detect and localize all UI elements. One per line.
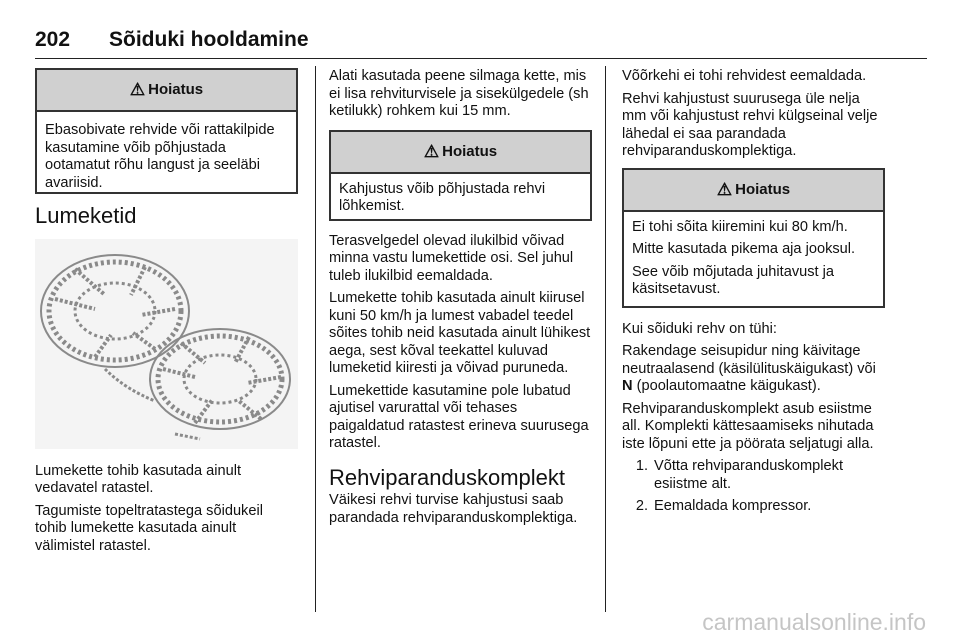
paragraph bbox=[622, 343, 885, 396]
paragraph: Väikesi rehvi turvise kahjustusi saab parandada rehviparanduskomplektiga. bbox=[329, 492, 578, 526]
paragraph: Terasvelgedel olevad ilukilbid võivad minna vastu lumekettide osi. Sel juhul tuleb ilukilbid eemaldada. bbox=[329, 232, 574, 284]
section-heading-lumeketid: Lumeketid bbox=[35, 203, 137, 228]
warning-box-2 bbox=[329, 130, 592, 221]
step-text: Võtta rehviparanduskomplekt esiistme alt. bbox=[654, 458, 844, 492]
paragraph: Lumekettide kasutamine pole lubatud ajutisel varurattal või tehases paigaldatud ratastest erineva suurusega ratastel. bbox=[329, 382, 589, 451]
snow-chains-figure bbox=[35, 239, 298, 449]
section-heading-rehviparanduskomplekt: Rehviparanduskomplekt bbox=[329, 464, 566, 490]
step-number: 2. bbox=[635, 498, 648, 514]
paragraph: Rehvi kahjustust suurusega üle nelja mm või kahjustust rehvi külgseinal velje lähedal ei saa parandada rehviparanduskomplektiga. bbox=[622, 90, 878, 159]
warning-line: See võib mõjutada juhitavust ja käsitsetavust. bbox=[632, 263, 835, 297]
warning-label: Hoiatus bbox=[148, 81, 204, 99]
warning-label: Hoiatus bbox=[735, 180, 791, 198]
snow-chains-illustration bbox=[35, 239, 298, 449]
step-number: 1. bbox=[635, 458, 648, 474]
steps-list bbox=[622, 458, 885, 516]
column-divider-1 bbox=[315, 66, 316, 612]
warning-box-3 bbox=[622, 168, 885, 308]
warning-line: Ei tohi sõita kiiremini kui 80 km/h. bbox=[632, 218, 848, 235]
column-divider-2 bbox=[605, 66, 606, 612]
list-item bbox=[622, 458, 885, 493]
warning-header bbox=[37, 70, 296, 112]
text-run: Rakendage seisupidur ning käivitage neutraalasend (käsilülituskäigukast) või bbox=[622, 343, 876, 377]
warning-header bbox=[331, 132, 590, 174]
page-title: Sõiduki hooldamine bbox=[109, 28, 309, 51]
warning-box-1 bbox=[35, 68, 298, 194]
step-text: Eemaldada kompressor. bbox=[654, 498, 812, 514]
paragraph: Kui sõiduki rehv on tühi: bbox=[622, 320, 777, 337]
bold-gear-letter: N bbox=[622, 378, 633, 394]
column-2 bbox=[329, 68, 592, 532]
list-item bbox=[622, 498, 885, 516]
warning-triangle-icon: ⚠ bbox=[716, 179, 733, 199]
warning-header bbox=[624, 170, 883, 212]
page-number: 202 bbox=[35, 28, 71, 51]
warning-text: Ebasobivate rehvide või rattakilpide kasutamine võib põhjustada ootamatut rõhu langust ja seeläbi avariisid. bbox=[45, 122, 275, 191]
warning-text: Kahjustus võib põhjustada rehvi lõhkemist. bbox=[339, 180, 546, 214]
paragraph: Lumekette tohib kasutada ainult kiirusel kuni 50 km/h ja lumest vabadel teedel sõites tohib neid kasutada ainult lühikest aega, sest kõval teekattel kuluvad lumeketid kiiresti ja võivad puruneda. bbox=[329, 290, 591, 376]
header-rule bbox=[35, 58, 927, 59]
warning-triangle-icon: ⚠ bbox=[423, 141, 440, 161]
column-1 bbox=[35, 68, 298, 560]
paragraph: Tagumiste topeltratastega sõidukeil tohib lumekette kasutada ainult välimistel ratastel. bbox=[35, 502, 263, 554]
column-3 bbox=[622, 68, 885, 521]
warning-triangle-icon: ⚠ bbox=[129, 80, 146, 100]
watermark: carmanualsonline.info bbox=[702, 609, 926, 635]
warning-line: Mitte kasutada pikema aja jooksul. bbox=[632, 241, 856, 257]
paragraph: Lumekette tohib kasutada ainult vedavatel ratastel. bbox=[35, 462, 242, 496]
paragraph: Alati kasutada peene silmaga kette, mis ei lisa rehviturvisele ja sisekülgedele (sh ketilukk) rohkem kui 15 mm. bbox=[329, 68, 589, 119]
warning-label: Hoiatus bbox=[442, 142, 498, 160]
text-run: (poolautomaatne käigukast). bbox=[632, 378, 821, 394]
paragraph: Rehviparanduskomplekt asub esiistme all. Komplekti kättesaamiseks nihutada iste lõpuni ette ja pöörata seljatugi alla. bbox=[622, 400, 874, 452]
warning-body bbox=[624, 212, 883, 308]
paragraph: Võõrkehi ei tohi rehvidest eemaldada. bbox=[622, 68, 867, 84]
